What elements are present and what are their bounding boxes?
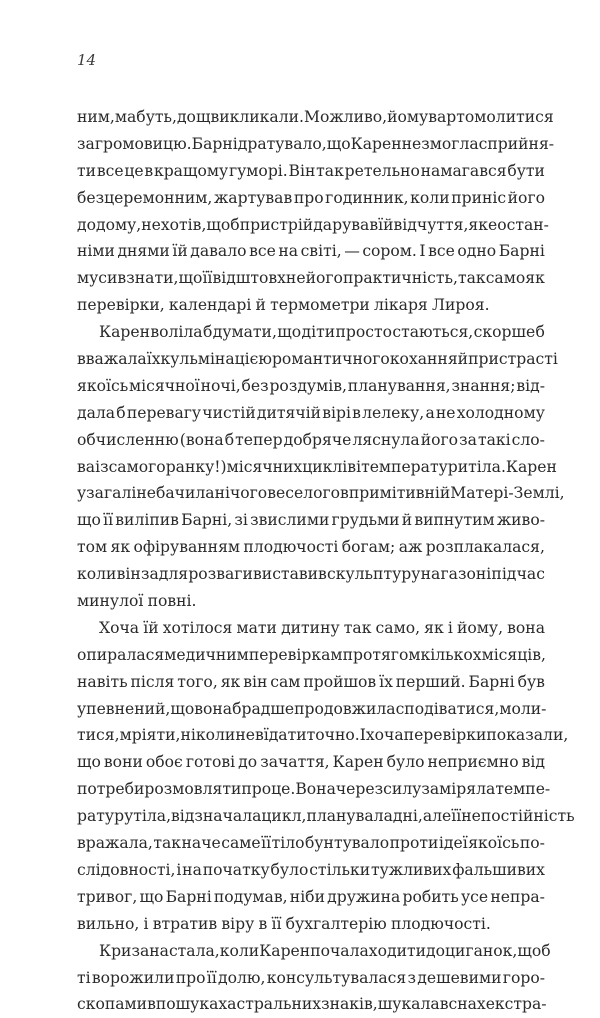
text-line: тривог, що Барні подумав, ніби дружина робить усе непра- bbox=[77, 887, 545, 906]
text-line: ратуру тіла, відзначала цикл, планувала дні, але її непостійність bbox=[77, 807, 575, 826]
text-line: минулої повні. bbox=[77, 592, 197, 611]
text-line: німи днями їй давало все на світі, — сором. І все одно Барні bbox=[77, 242, 545, 261]
paragraph bbox=[77, 319, 565, 615]
text-line: Криза настала, коли Карен почала ходити до циганок, щоб bbox=[99, 941, 551, 960]
text-line: тися, мріяти, ніколи не вїдати точно. І хоча перевірки показали, bbox=[77, 726, 569, 745]
paragraph bbox=[77, 938, 551, 1018]
text-line: скопами в пошуках астральних знаків, шукала в снах екстра- bbox=[77, 995, 547, 1014]
text-line: упевнений, що вона б радше продовжила сподіватися, моли- bbox=[77, 699, 547, 718]
text-line: том як офіруванням плодючості богам; аж розплакалася, bbox=[77, 538, 545, 557]
text-line: опиралася медичним перевіркам протягом кількох місяців, bbox=[77, 645, 547, 664]
text-line: ти все це в кращому гуморі. Він так ретельно намагався бути bbox=[77, 161, 545, 180]
text-line: узагалі не бачила нічого веселого в примітивній Матері-Землі, bbox=[77, 484, 565, 503]
text-line: за громовицю. Барні дратувало, що Карен не змогла сприйня- bbox=[77, 134, 555, 153]
text-line: ті ворожили про її долю, консультувалася з дешевими горо- bbox=[77, 968, 545, 987]
text-line: мусив знати, що її відштовхне його практичність, так само як bbox=[77, 269, 545, 288]
text-line: якоїсь місячної ночі, без роздумів, планування, знання; від- bbox=[77, 376, 545, 395]
text-line: потреби розмовляти про це. Вона через силу заміряла темпе- bbox=[77, 780, 551, 799]
text-line: безцеремонним, жартував про годинник, коли приніс його bbox=[77, 188, 545, 207]
text-line: вражала, так наче саме її тіло бунтувало проти ідеї якоїсь по- bbox=[77, 834, 545, 853]
text-line: слідовності, і на початку було стільки тужливих фальшивих bbox=[77, 860, 545, 879]
text-line: коли він задля розваги виставив скульптуру на газоні під час bbox=[77, 565, 545, 584]
text-line: вильно, і втратив віру в її бухгалтерію плодючості. bbox=[77, 914, 491, 933]
text-line: Карен воліла б думати, що діти просто стаються, скорше б bbox=[99, 323, 545, 342]
text-line: Хоча їй хотілося мати дитину так само, як і йому, вона bbox=[99, 618, 545, 637]
text-line: що її виліпив Барні, зі звислими грудьми й випнутим живо- bbox=[77, 511, 545, 530]
text-line: вважала їх кульмінацією романтичного кохання й пристрасті bbox=[77, 350, 558, 369]
paragraph bbox=[77, 615, 575, 938]
text-line: обчисленню (вона б тепер добряче ляснула його за такі сло- bbox=[77, 430, 545, 449]
text-line: перевірки, календарі й термометри лікаря Лироя. bbox=[77, 296, 490, 315]
page-number: 14 bbox=[77, 51, 97, 69]
body-text bbox=[77, 104, 575, 1018]
text-line: додому, не хотів, щоб пристрій дарував їй відчуття, яке остан- bbox=[77, 215, 549, 234]
text-line: дала б перевагу чистій дитячій вірі в лелеку, а не холодному bbox=[77, 403, 545, 422]
text-line: ва із самого ранку!) місячних циклів і температури тіла. Карен bbox=[77, 457, 557, 476]
text-line: ним, мабуть, дощ викликали. Можливо, йому варто молитися bbox=[77, 108, 554, 126]
text-line: що вони обоє готові до зачаття, Карен було неприємно від bbox=[77, 753, 545, 772]
text-line: навіть після того, як він сам пройшов їх перший. Барні був bbox=[77, 672, 545, 691]
paragraph bbox=[77, 104, 555, 319]
